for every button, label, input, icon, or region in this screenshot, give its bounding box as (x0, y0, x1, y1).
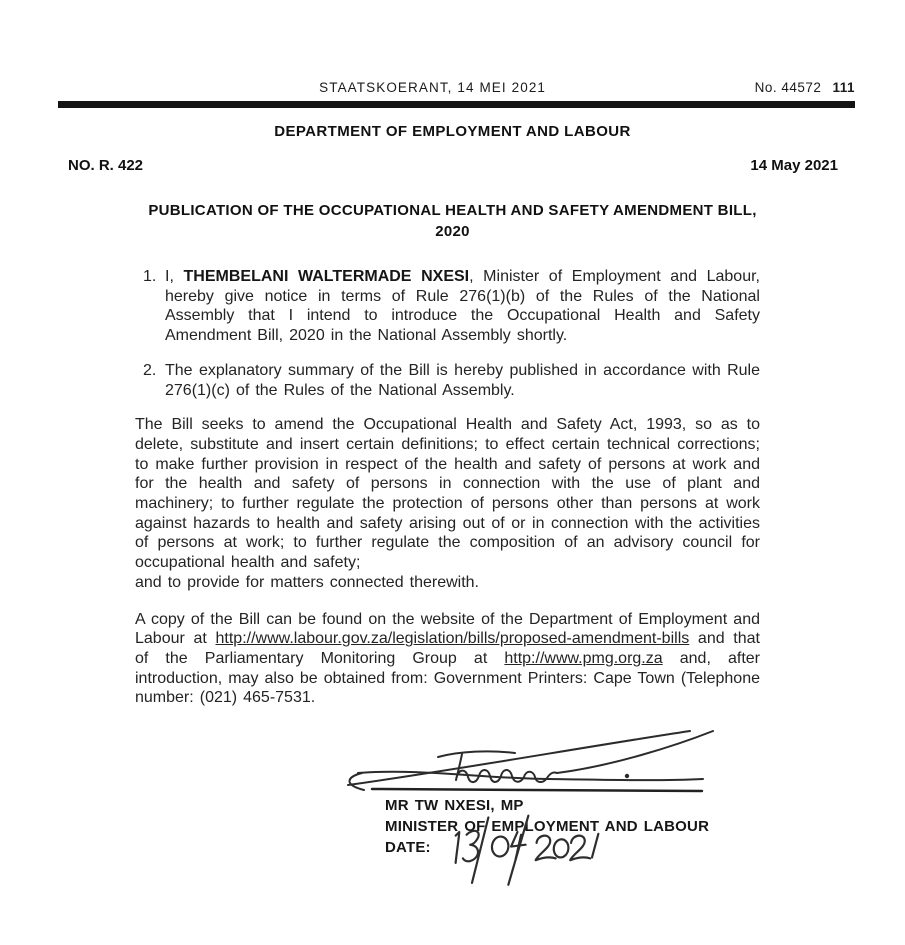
signature-stroke-tbar (438, 751, 515, 757)
slash-2 (508, 816, 528, 885)
digit-3 (463, 831, 479, 861)
signatory-name: MR TW NXESI, MP (385, 797, 524, 815)
notice-body (135, 267, 760, 864)
list-item-2-text (165, 361, 760, 400)
availability-text-3: and, after introduction, may also be obtained from: Government Printers: Cape Town (Telephone number: (021) 465-7531. (135, 649, 760, 707)
signature-stroke-diagonal (348, 731, 690, 785)
masthead-journal-title: STAATSKOERANT, 14 MEI 2021 (319, 80, 547, 95)
digit-2b (570, 836, 590, 861)
list-item-2-number: 2. (143, 361, 157, 379)
availability-text-1: A copy of the Bill can be found on the website of the Department of Employment and Labour at (135, 610, 760, 648)
notice-meta-row (68, 157, 838, 174)
signature-scrawl-image (340, 724, 720, 794)
availability-text-2: and that of the Parliamentary Monitoring Group at (135, 630, 760, 667)
labour-bills-link[interactable]: http://www.labour.gov.za/legislation/bills/proposed-amendment-bills (215, 630, 690, 648)
signature-pen-dot (625, 774, 629, 778)
minister-name: THEMBELANI WALTERMADE NXESI (183, 268, 470, 285)
notice-number: NO. R. 422 (68, 157, 144, 174)
digit-1 (455, 832, 459, 863)
notice-date: 14 May 2021 (750, 157, 838, 174)
pmg-link[interactable]: http://www.pmg.org.za (504, 649, 663, 667)
masthead-divider-rule (58, 101, 855, 108)
date-label: DATE: (385, 839, 431, 857)
department-heading: DEPARTMENT OF EMPLOYMENT AND LABOUR (274, 123, 631, 140)
list-item-1-text (165, 267, 760, 346)
bill-summary-closing-line: and to provide for matters connected therewith. (135, 573, 480, 591)
availability-paragraph (135, 610, 760, 709)
masthead-issue-number: No. 44572 (754, 80, 822, 95)
list-item-1-number: 1. (143, 268, 157, 285)
document-title: PUBLICATION OF THE OCCUPATIONAL HEALTH AND SAFETY AMENDMENT BILL, 2020 (148, 202, 757, 240)
digit-2a (535, 836, 555, 861)
signature-stroke-hook (350, 773, 365, 790)
list-item-2-rest: The explanatory summary of the Bill is hereby published in accordance with Rule 276(1)(c) of the Rules of the National Assembly. (165, 361, 760, 399)
signature-block (135, 724, 760, 864)
slash-1 (472, 818, 488, 883)
digit-1b (592, 834, 598, 858)
bill-summary-paragraph: The Bill seeks to amend the Occupational Health and Safety Act, 1993, so as to delete, substitute and insert certain definitions; to effect certain technical corrections; to make further provision in respect of the health and safety of persons at work and for the health and safety of persons in connection with the use of plant and machinery; to further regulate the protection of persons other than persons at work against hazards to health and safety arising out of or in connection with the activities of persons at work; to further regulate the composition of an advisory council for occupational health and safety; (135, 416, 760, 572)
digit-0a (490, 836, 509, 858)
signatory-title: MINISTER OF EMPLOYMENT AND LABOUR (385, 818, 710, 836)
list-item-2 (135, 361, 760, 400)
date-row (385, 838, 760, 864)
handwritten-date-image (441, 812, 623, 892)
list-item-1 (135, 267, 760, 346)
list-item-1-rest: , Minister of Employment and Labour, hereby give notice in terms of Rule 276(1)(b) of the Rules of the National Assembly that I intend to introduce the Occupational Health and Safety Amendment Bill, 2020 in the National Assembly shortly. (165, 268, 760, 345)
masthead (58, 80, 855, 96)
list-item-1-lead: I, (165, 268, 184, 285)
signatory-details (135, 796, 760, 864)
masthead-issue (755, 80, 855, 95)
masthead-page-number: 111 (832, 80, 855, 95)
digit-0b (552, 838, 569, 858)
signature-underline (372, 789, 702, 791)
signature-stroke-return (557, 731, 713, 773)
